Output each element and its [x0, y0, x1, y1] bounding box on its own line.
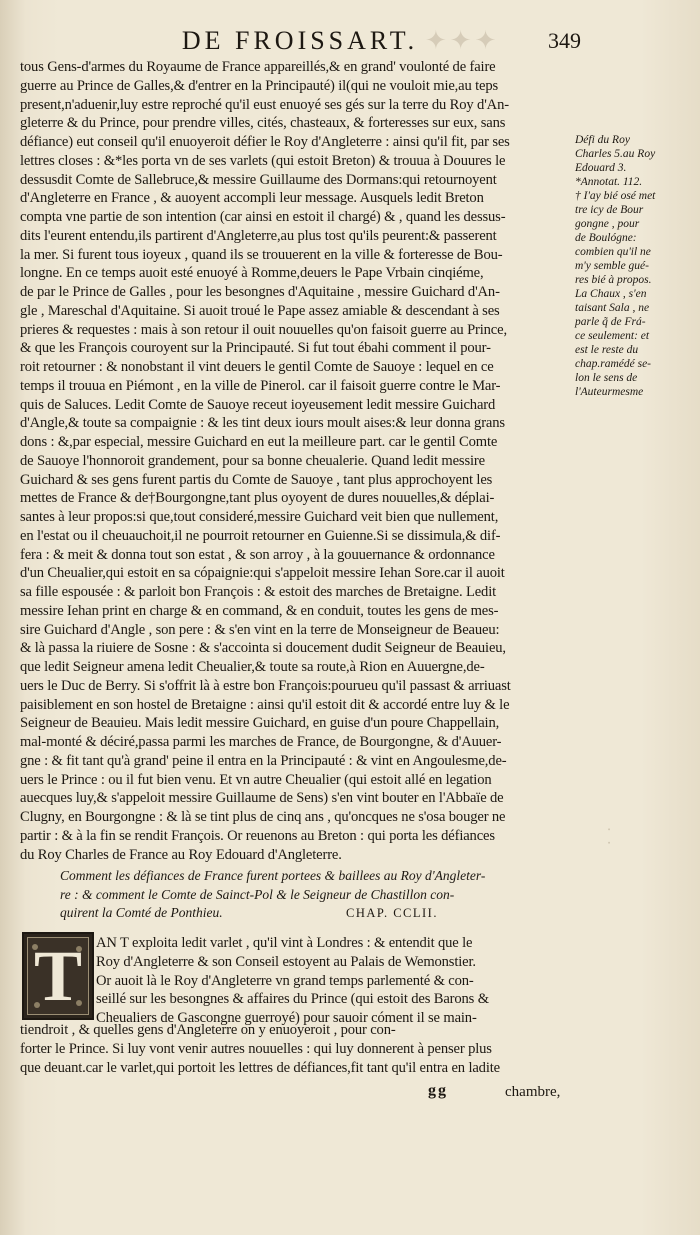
body-text-line: messire Iehan print en charge & en command, & en conduit, toutes les gens de mes- [20, 602, 499, 619]
body-text-line: prieres & requestes : mais à son retour il ouit nouuelles qu'on faisoit guerre au Prince, [20, 321, 507, 338]
margin-note-line: l'Auteurmesme [575, 386, 644, 398]
body-text-line: mal-monté & déciré,passa parmi les marches de France, de Bourgongne, & d'Auuer- [20, 734, 502, 750]
body-text-line: tous Gens-d'armes du Royaume de France appareillés,& en grand' voulonté de faire [20, 59, 496, 75]
closing-paragraph [20, 1021, 580, 1077]
body-text-line: gleterre & du Prince, pour prendre villes, cités, chasteaux, & forteresses sur eux, sans [20, 115, 506, 132]
body-text-line: Or auoit là le Roy d'Angleterre vn grand temps parlementé & con- [96, 972, 474, 989]
body-text-line: partir : & à la fin se rendit François. Or reuenons au Breton : qui porta les défiances [20, 827, 495, 844]
margin-note-line: † I'ay bié osé met [575, 190, 656, 202]
body-text-line: uers le Duc de Berry. Si s'offrit là à estre bon François:pourueu qu'il passast & arriuast [20, 677, 511, 694]
chapter-heading-line [60, 904, 580, 923]
body-text-line: d'un Cheualier,qui estoit en sa cópaignie:qui s'appeloit messire Iehan Sore.car il auoit [20, 565, 505, 582]
body-text-line: d'Angle,& toute sa compaignie : & les tint deux iours moult aises:& leur donna grans [20, 415, 505, 432]
body-text-line: dits l'eurent entendu,ils partirent d'Angleterre,au plus tost qu'ils peurent:& passerent [20, 227, 497, 244]
decorated-initial [22, 932, 94, 1020]
body-text-line: du Roy Charles de France au Roy Edouard d'Angleterre. [20, 846, 342, 863]
body-text-line: Roy d'Angleterre & son Conseil estoyent au Palais de Wemonstier. [96, 953, 476, 970]
body-text-line: la mer. Si furent tous ioyeux , quand ils se trouuerent en la ville & forteresse de Bou- [20, 246, 503, 263]
drop-cap-letter: T [33, 936, 83, 1016]
margin-note-line: de Boulógne: [575, 232, 637, 244]
body-text-line: longne. En ce temps auoit esté enuoyé à Romme,deuers le Pape Vrbain cinqiéme, [20, 265, 484, 282]
margin-note-line: gongne , pour [575, 218, 640, 230]
body-text-line: Seigneur de Beauieu. Mais ledit messire Guichard, en guise d'un poure Chappellain, [20, 715, 500, 732]
margin-note-line: Charles 5.au Roy [575, 148, 656, 160]
opening-paragraph [96, 934, 576, 1028]
body-text-line: forter le Prince. Si luy vont venir autres nouuelles : qui luy donnerent à penser plus [20, 1040, 492, 1057]
margin-note-line: La Chaux , s'en [575, 288, 647, 300]
body-text-line: en l'estat ou il cheuauchoit,il ne pourroit retourner en Guienne.Si se dissimula,& dif- [20, 527, 501, 544]
chapter-number: CHAP. CCLII. [345, 906, 438, 920]
body-text-line: fera : & meit & donna tout son estat , & son arroy , à la gouuernance & ordonnance [20, 546, 495, 563]
body-text-line: santes à leur propos:si que,tout consideré,messire Guichard veit bien que nullement, [20, 509, 499, 525]
chapter-heading-line: re : & comment le Comte de Sainct-Pol & le Seigneur de Chastillon con- [60, 886, 455, 902]
body-text-line: défiance) eut conseil qu'il enuoyeroit défier le Roy d'Angleterre : ainsi qu'il fit, par ses [20, 134, 510, 150]
margin-note-line: Défi du Roy [575, 134, 630, 146]
body-text-line: seillé sur les besongnes & affaires du Prince (qui estoit des Barons & [96, 991, 489, 1008]
body-text-line: que deuant.car le varlet,qui portoit les lettres de défiances,fit tant qu'il entra en ladite [20, 1059, 500, 1076]
main-text-block [20, 58, 570, 864]
body-text-line: Clugny, en Bourgongne : & là se tint plus de cinq ans , qu'oncques ne s'osa bouger ne [20, 809, 506, 825]
margin-note-line: tre icy de Bour [575, 204, 644, 216]
body-text-line: Cheualiers de Gascongne guerroyé) pour sauoir cóment il se main- [96, 1010, 477, 1026]
margin-note-line: m'y semble gué- [575, 260, 649, 272]
body-text-line: roit retourner : & nonobstant il vint deuers le gentil Comte de Sauoye : lequel en ce [20, 359, 494, 375]
body-text-line: present,n'aduenir,luy estre reproché qu'il eust enuoyé ses gés sur la terre du Roy d'An- [20, 96, 509, 113]
body-text-line: compta vne partie de son intention (car ainsi en estoit il chargé) & , quand les dessus- [20, 209, 506, 225]
margin-note-line: taisant Sala , ne [575, 302, 650, 314]
chapter-heading [60, 867, 580, 923]
body-text-line: paisiblement en son hostel de Bretaigne : ainsi qu'il estoit dit & accordé entre luy & le [20, 696, 510, 713]
running-head: DE FROISSART. [181, 26, 419, 55]
margin-note-line: ce seulement: et [575, 330, 650, 342]
page-header [0, 26, 700, 58]
body-text-line: auecques luy,& s'appeloit messire Guillaume de Sens) s'en vint bouter en l'Abbaïe de [20, 790, 504, 807]
body-text-line: d'Angleterre en France , & auoyent accompli leur message. Ausquels ledit Breton [20, 190, 484, 207]
body-text-line: que ledit Seigneur amena ledit Cheualier,& toute sa route,à Rion en Auuergne,de- [20, 659, 485, 675]
body-text-line: & là passa la riuiere de Sosne : & s'accointa si doucement dudit Seigneur de Beauieu, [20, 640, 506, 657]
body-text-line: gle , Mareschal d'Aquitaine. Si auoit troué le Pape assez amiable & descendant à ses [20, 302, 500, 319]
body-text-line: quis de Saluces. Ledit Comte de Sauoye receut ioyeusement ledit messire Guichard [20, 396, 496, 413]
body-text-line: lettres closes : &*les porta vn de ses varlets (qui estoit Breton) & trouua à Douures le [20, 152, 506, 169]
signature-mark: gg [428, 1082, 448, 1099]
body-text-line: dons : &,par especial, messire Guichard en eut la meilleure part. car le gentil Comte [20, 434, 498, 450]
chapter-heading-line: Comment les défiances de France furent portees & baillees au Roy d'Angleter- [60, 868, 486, 883]
body-text-line: mettes de France & de†Bourgongne,tant plus oyoyent de dures nouuelles,& déplai- [20, 490, 495, 507]
body-text-line: temps il trouua en Piémont , en la ville de Pinerol. car il faisoit guerre contre le Mar- [20, 377, 501, 394]
body-text-line: & que les François couroyent sur la Principauté. Si fut tout ébahi comment il pour- [20, 340, 491, 357]
show-through-mark: · · [601, 824, 619, 846]
margin-note-line: combien qu'il ne [575, 246, 651, 258]
margin-note-line: *Annotat. 112. [575, 176, 643, 188]
body-text-line: guerre au Prince de Galles,& d'entrer en la Principauté) il(qui ne vouloit mie,au teps [20, 77, 499, 94]
body-text-line: sa fille espousée : & parloit bon François : & estoit des marches de Bretaigne. Ledit [20, 584, 497, 600]
body-text-line: sire Guichard d'Angle , son pere : & s'en vint en la terre de Monseigneur de Beaueu: [20, 621, 500, 638]
page-number: 349 [548, 28, 581, 53]
margin-note-line: est le reste du [575, 344, 639, 356]
body-text-line: tiendroit , & quelles gens d'Angleterre on y enuoyeroit , pour con- [20, 1022, 396, 1038]
catchword: chambre, [505, 1084, 561, 1100]
body-text-line: de Sauoye l'honnoroit grandement, pour sa bonne cheualerie. Quand ledit messire [20, 452, 485, 469]
body-text-line: Guichard & ses gens furent partis du Comte de Sauoye , tant plus approchoyent les [20, 471, 493, 488]
body-text-line: uers le Prince : ou il fut bien venu. Et vn autre Cheualier (qui estoit allé en legation [20, 771, 492, 788]
body-text-line: de par le Prince de Galles , pour les besongnes d'Aquitaine , messire Guichard d'An- [20, 284, 500, 300]
margin-notes [575, 133, 695, 399]
body-text-line: dessusdit Comte de Sallebruce,& messire Guillaume des Dormans:qui retournoyent [20, 171, 497, 188]
body-text-line: AN T exploita ledit varlet , qu'il vint à Londres : & entendit que le [96, 935, 473, 951]
margin-note-line: parle q̃ de Frá- [575, 316, 646, 328]
chapter-heading-line-text: quirent la Comté de Ponthieu. [60, 905, 223, 920]
show-through-text: ✦✦✦ [425, 26, 500, 55]
margin-note-line: lon le sens de [575, 372, 638, 384]
body-text-line: gne : & fit tant qu'à grand' peine il entra en la Principauté : & vint en Angoulesme,de- [20, 752, 507, 769]
margin-note-line: res bié à propos. [575, 274, 652, 286]
margin-note-line: chap.ramédé se- [575, 358, 652, 370]
margin-note-line: Edouard 3. [575, 162, 627, 174]
